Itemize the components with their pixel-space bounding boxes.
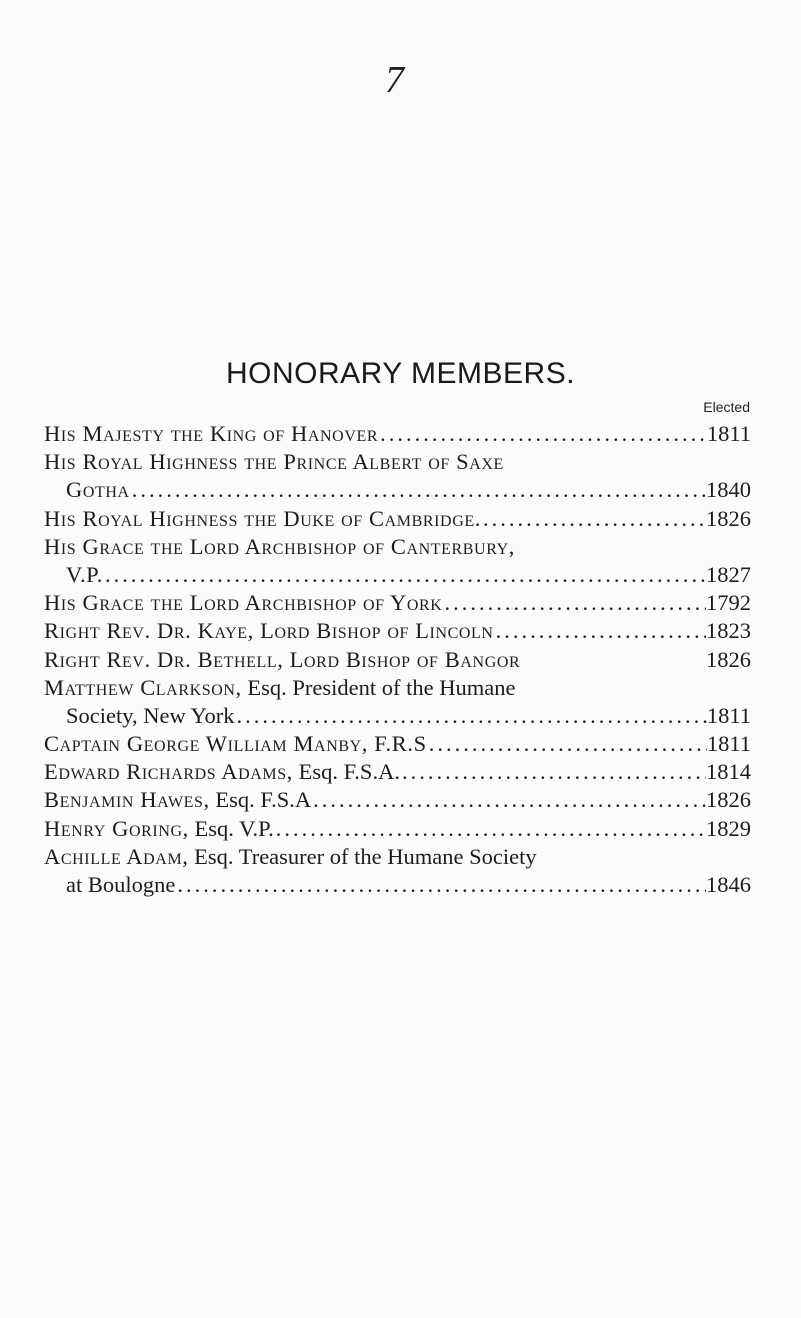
member-entry [44,617,751,645]
member-name: Benjamin Hawes, [44,787,210,813]
page-title: HONORARY MEMBERS. [225,357,576,390]
member-entry [44,786,751,814]
member-name-continued: V.P. [66,561,104,587]
member-name-rest: Esq. Treasurer of the Humane Society [188,843,537,869]
member-entry [44,815,751,843]
dot-leader [494,617,706,645]
elected-year: 1840 [706,477,751,503]
member-entry [44,674,751,702]
member-entry [44,420,751,448]
dot-leader [235,702,707,730]
elected-year: 1811 [706,421,751,446]
page-number: 7 [385,59,404,101]
elected-year: 1823 [706,618,751,644]
member-name: His Royal Highness the Prince Albert of Saxe [44,449,504,475]
dot-leader [400,758,706,786]
member-entry-continuation [44,702,751,730]
dot-leader [442,589,706,617]
member-name: Achille Adam, [44,843,189,869]
member-name-rest: Esq. F.S.A. [292,759,400,785]
member-name-rest: Esq. President of the Humane [241,674,516,700]
member-name: Right Rev. Dr. Kaye, Lord Bishop of Lincoln [44,618,494,644]
elected-year: 1811 [706,731,751,757]
member-entry-continuation [44,561,751,589]
elected-year: 1826 [706,787,751,813]
elected-year: 1827 [706,561,751,587]
member-name: Henry Goring, [44,815,189,841]
member-name-continued: Gotha [66,477,130,503]
member-name: Right Rev. Dr. Bethell, Lord Bishop of Bangor [44,646,521,672]
dot-leader [103,561,706,589]
member-name: Edward Richards Adams, [44,759,293,785]
member-entry [44,758,751,786]
member-name: Matthew Clarkson, [44,674,242,700]
elected-year: 1846 [706,872,751,897]
elected-column-label: Elected [703,399,750,415]
member-entry [44,843,751,871]
dot-leader [481,505,706,533]
member-name-rest: Esq. F.S.A [209,787,312,813]
elected-year: 1829 [706,815,751,841]
elected-year: 1826 [706,646,751,672]
member-entry [44,448,751,476]
member-entry-continuation [44,476,751,504]
member-name-continued: at Boulogne [66,872,176,897]
honorary-members-list [44,420,751,899]
member-name: His Royal Highness the Duke of Cambridge. [44,505,481,531]
member-entry [44,730,751,758]
member-name: His Grace the Lord Archbishop of York [44,590,443,616]
dot-leader [378,420,707,448]
member-name: His Majesty the King of Hanover [44,421,379,446]
member-name-continued: Society, New York [66,702,235,728]
dot-leader [274,815,706,843]
member-entry [44,589,751,617]
member-name: Captain George William Manby, F.R.S [44,731,427,757]
member-entry [44,505,751,533]
elected-year: 1826 [706,505,751,531]
elected-year: 1814 [706,759,751,785]
dot-leader [130,476,706,504]
member-name-rest: Esq. V.P. [188,815,274,841]
member-entry [44,646,751,674]
dot-leader [427,730,707,758]
dot-leader [311,786,706,814]
elected-year: 1792 [706,590,751,616]
member-entry [44,533,751,561]
member-name: His Grace the Lord Archbishop of Canterbury, [44,533,515,559]
member-entry-continuation [44,871,751,899]
dot-leader [175,871,706,899]
elected-year: 1811 [706,702,751,728]
